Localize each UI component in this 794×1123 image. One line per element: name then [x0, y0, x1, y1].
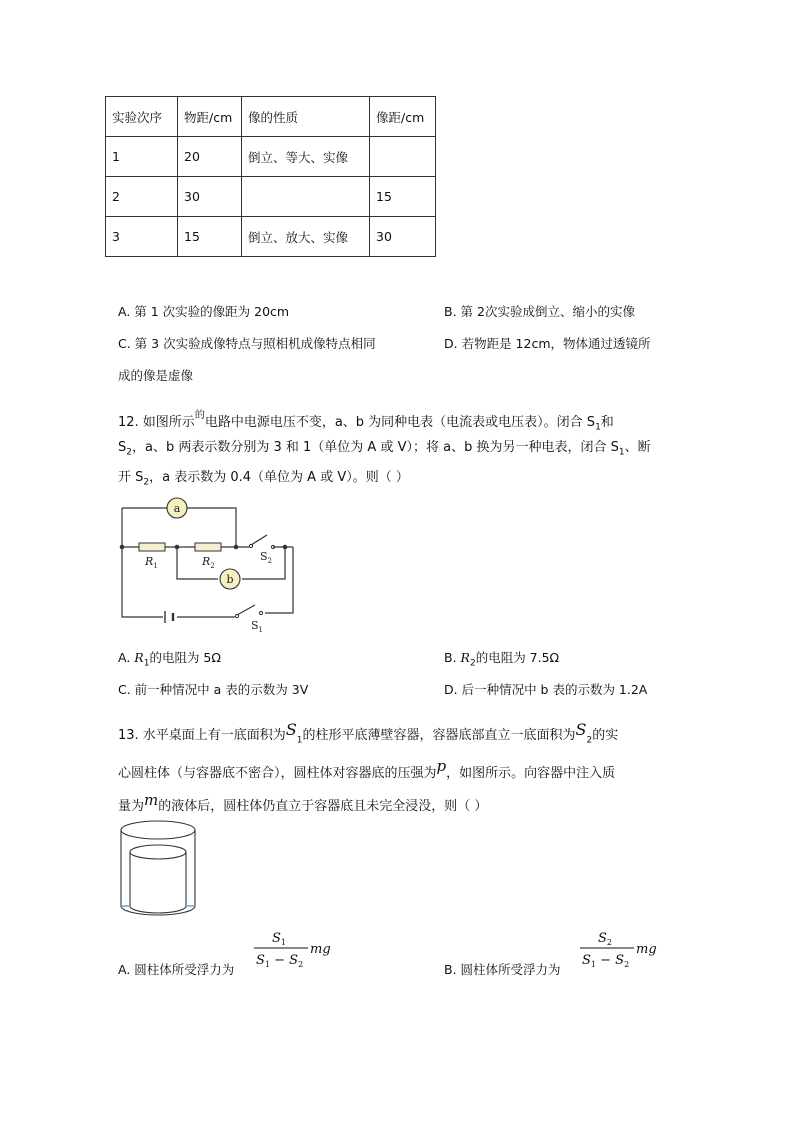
q11-option-d-cont: 成的像是虚像 [118, 368, 194, 383]
cylinder-top [130, 845, 186, 859]
q13-line-1: 13. 水平桌面上有一底面积为$S_1$的柱形平底薄壁容器，容器底部直立一底面积为$S_2$的实 [118, 720, 619, 746]
resistor-r2 [195, 543, 221, 551]
cylinder-body [130, 852, 186, 913]
q13-line-2: 心圆柱体（与容器底不密合），圆柱体对容器底的压强为p，如图所示。向容器中注入质 [118, 757, 616, 781]
container-wall [121, 830, 195, 915]
q12-option-b: B. $R_2$的电阻为 7.5Ω [444, 650, 560, 669]
table-cell: 3 [106, 217, 178, 257]
q13-line-3: 量为m的液体后，圆柱体仍直立于容器底且未完全浸没，则（ ） [118, 791, 488, 814]
table-row [106, 137, 436, 177]
table-cell [370, 137, 436, 177]
table-cell: 15 [178, 217, 242, 257]
experiment-table [105, 96, 436, 257]
table-cell: 倒立、放大、实像 [242, 217, 370, 257]
table-row [106, 217, 436, 257]
svg-text:S2: $S_2$ [598, 931, 612, 947]
table-header-cell: 物距/cm [178, 97, 242, 137]
q12-line-3: 开 $S_2$，a 表示数为 0.4（单位为 A 或 V）。则（ ） [118, 470, 409, 488]
table-cell: 30 [178, 177, 242, 217]
q11-option-b: B. 第 2次实验成倒立、缩小的实像 [444, 304, 635, 319]
q13-option-a: A. 圆柱体所受浮力为 [118, 962, 235, 977]
container-rim [121, 821, 195, 839]
q11-option-a: A. 第 1 次实验的像距为 20cm [118, 304, 290, 319]
fraction-a [252, 926, 332, 974]
label-s2: $S_2$ [260, 550, 273, 565]
circuit-diagram [115, 495, 305, 640]
container-figure [118, 818, 198, 920]
table-header-row [106, 97, 436, 137]
svg-text:S1 − S2: $S_1 - S_2$ [582, 953, 630, 969]
table-cell: 30 [370, 217, 436, 257]
q11-option-d: D. 若物距是 12cm，物体通过透镜所 [444, 336, 651, 351]
table-cell [242, 177, 370, 217]
svg-text:mg: mg [636, 942, 657, 957]
resistor-r1 [139, 543, 165, 551]
label-r2: $R_2$ [202, 555, 215, 570]
q12-option-a: A. $R_1$的电阻为 5Ω [118, 650, 221, 669]
q12-line-2: $S_2$，a、b 两表示数分别为 3 和 1（单位为 A 或 V）；将 a、b 换为另一种电表，闭合 $S_1$、断 [118, 440, 651, 458]
q13-option-b: B. 圆柱体所受浮力为 [444, 962, 561, 977]
table-header-cell: 像的性质 [242, 97, 370, 137]
table-cell: 倒立、等大、实像 [242, 137, 370, 177]
svg-text:S1 − S2: $S_1 - S_2$ [256, 953, 304, 969]
q11-option-c: C. 第 3 次实验成像特点与照相机成像特点相同 [118, 336, 376, 351]
svg-text:S1: $S_1$ [272, 931, 286, 947]
table-header-cell: 像距/cm [370, 97, 436, 137]
table-cell: 15 [370, 177, 436, 217]
q12-line-1: 12. 如图所示$^的$电路中电源电压不变，a、b 为同种电表（电流表或电压表）。闭合 $S_1$和 [118, 410, 614, 433]
meter-a-label: a [173, 502, 181, 515]
label-r1: $R_1$ [145, 555, 158, 570]
q12-option-c: C. 前一种情况中 a 表的示数为 3V [118, 682, 309, 697]
meter-b-label: b [226, 573, 234, 586]
table-header-cell: 实验次序 [106, 97, 178, 137]
table-cell: 20 [178, 137, 242, 177]
q12-option-d: D. 后一种情况中 b 表的示数为 1.2A [444, 682, 648, 697]
table-cell: 1 [106, 137, 178, 177]
label-s1: $S_1$ [251, 619, 264, 634]
table-cell: 2 [106, 177, 178, 217]
svg-text:mg: mg [310, 942, 331, 957]
fraction-b [578, 926, 658, 974]
table-row [106, 177, 436, 217]
